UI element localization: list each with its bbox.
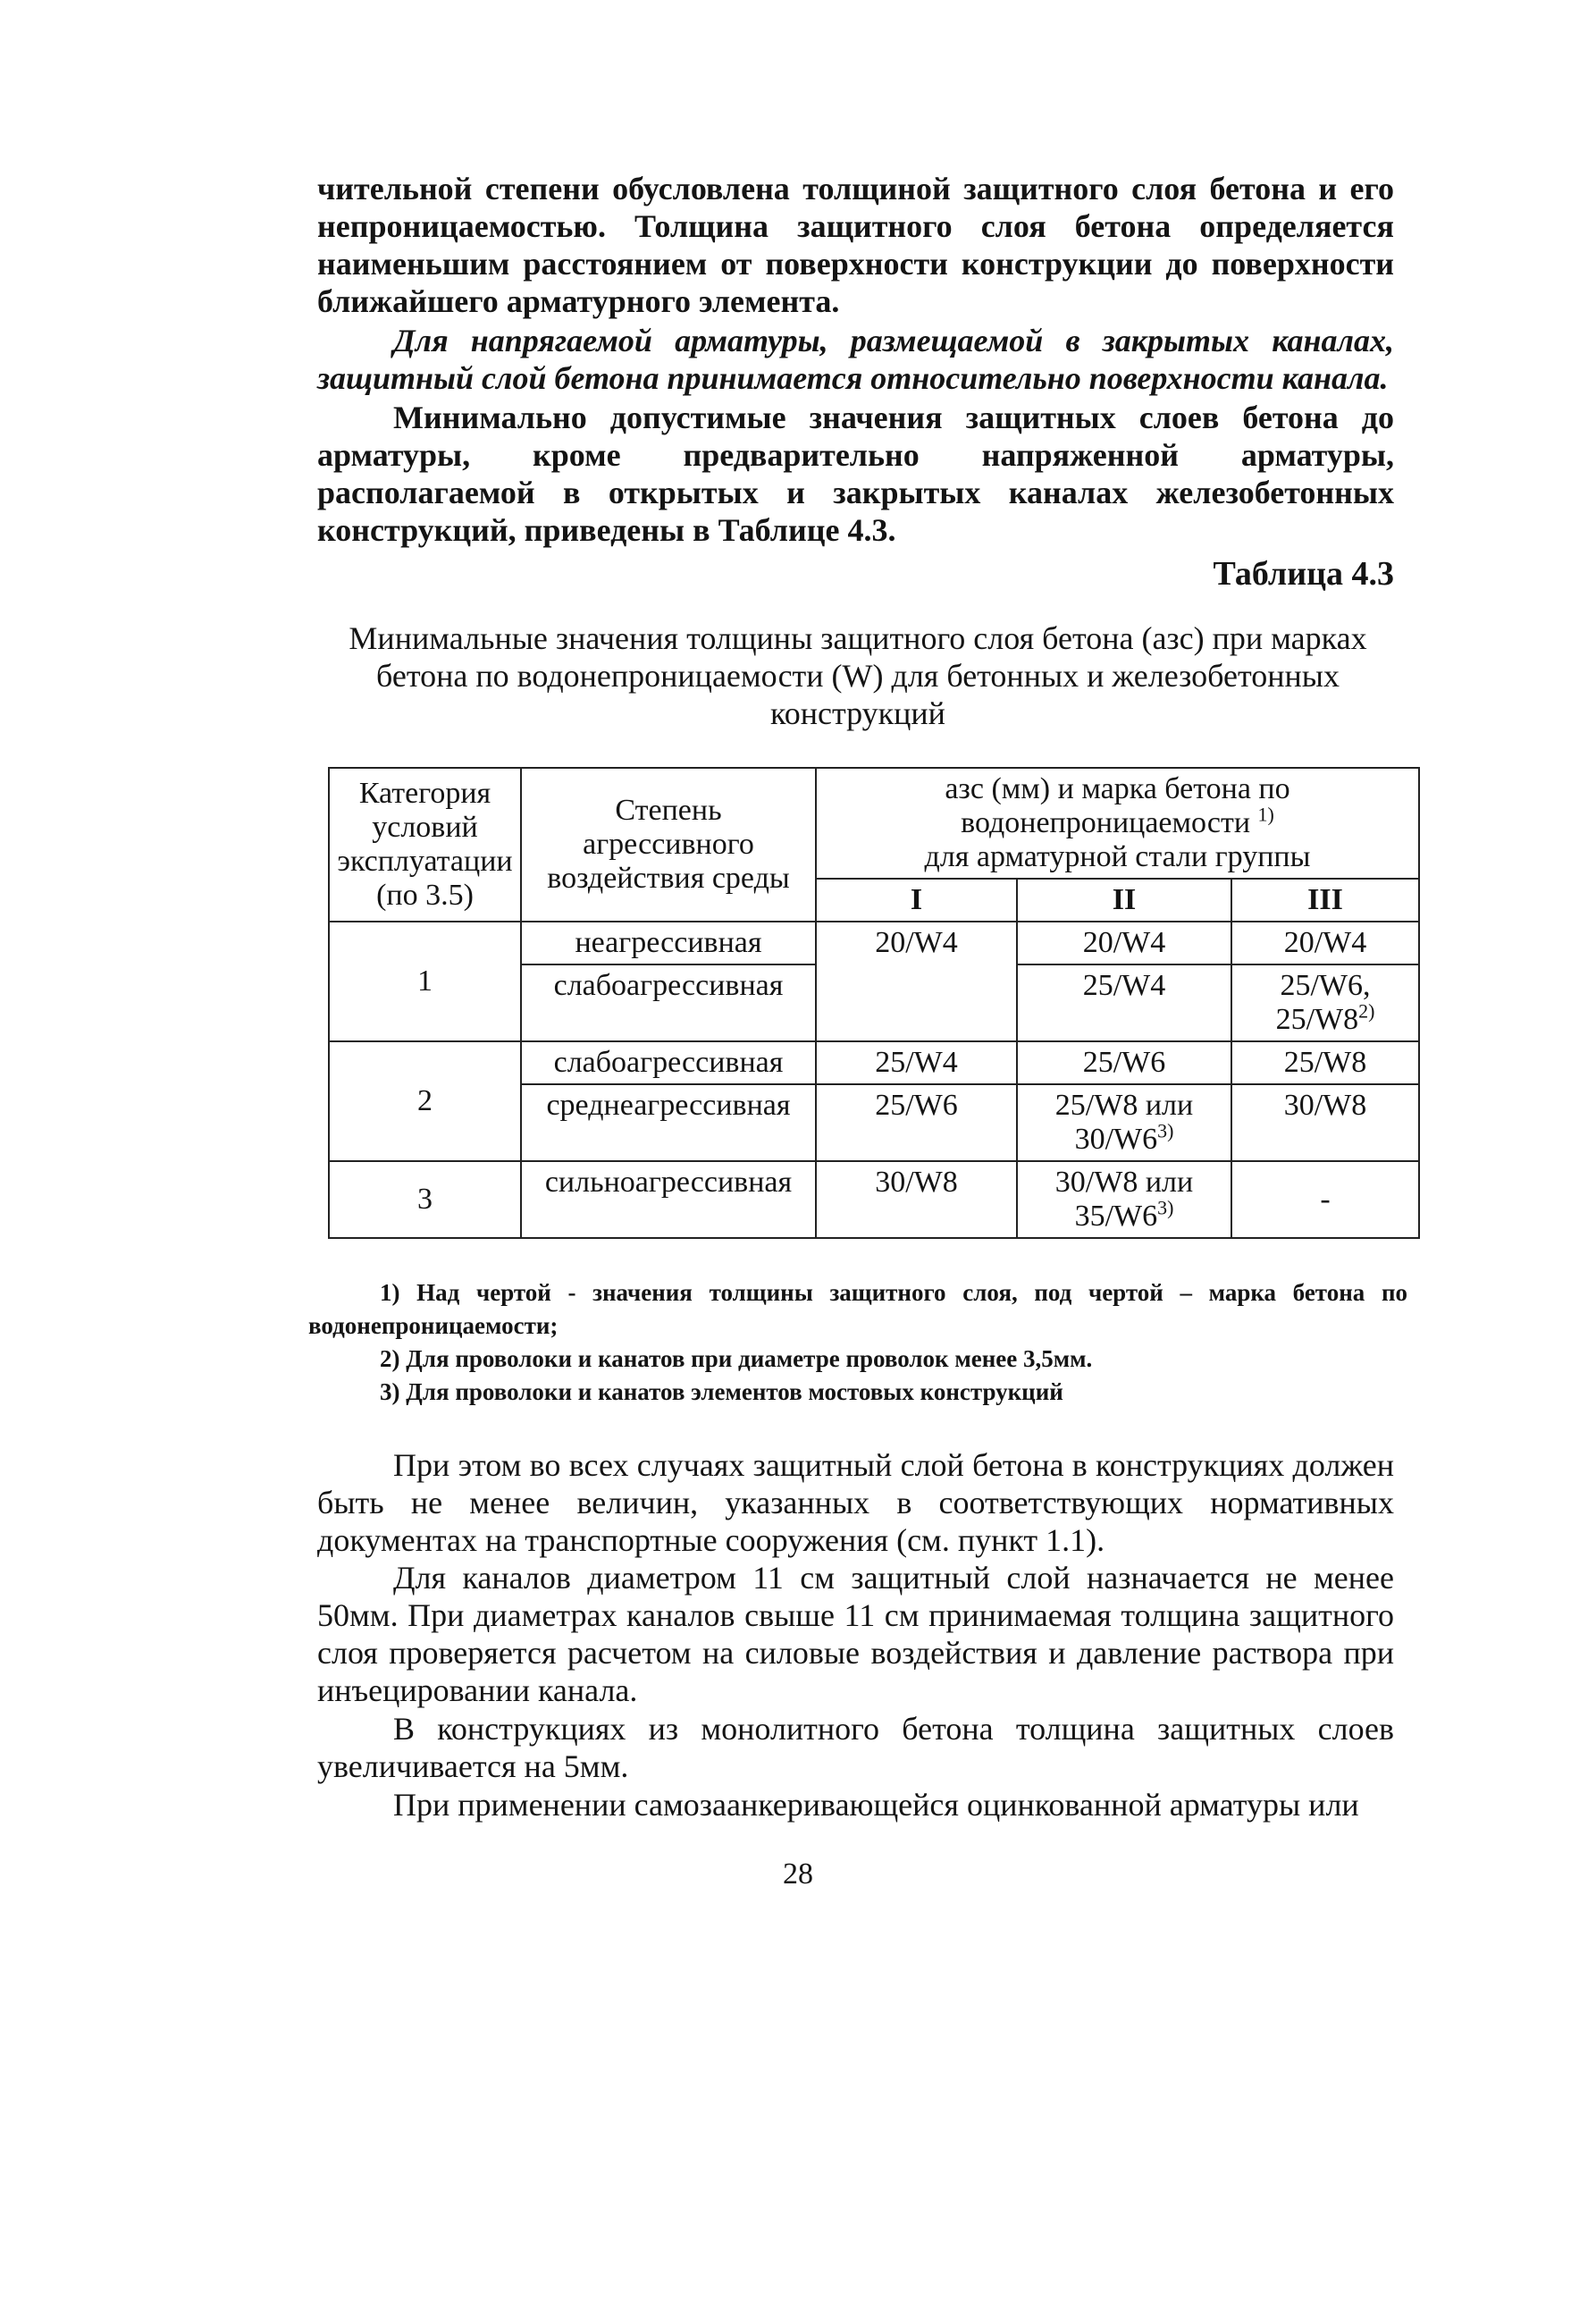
header-aggressiveness: Степень агрессивного воздействия среды [521,768,816,922]
header-group-I: I [816,879,1017,922]
table-footnotes [308,1276,1407,1409]
cover-thickness-table [328,767,1420,1239]
medium-cell: неагрессивная [521,922,816,964]
value-cell: 20/W4 [1017,922,1231,964]
table-row [329,922,1419,964]
footnote-ref-2: 2) [1358,999,1375,1023]
paragraph-galvanized-reinforcement: При применении самозаанкеривающейся оцинкованной арматуры или [393,1787,1359,1823]
value-cell: 30/W8 [1231,1084,1419,1161]
page-number: 28 [783,1857,813,1891]
paragraph-continuation: чительной степени обусловлена толщиной защитного слоя бетона и его непроницаемостью. Толщина защитного слоя бетона определяется наименьшим расстоянием от поверхности конструкции до поверхности ближайшего арматурного элемента. [317,171,1394,319]
table-header-row [329,768,1419,879]
footnote-ref-1: 1) [1257,803,1274,826]
table-row [329,1041,1419,1084]
value-text: 25/W8 или 30/W6 [1054,1089,1194,1156]
paragraph-italic-text: Для напрягаемой арматуры, размещаемой в закрытых каналах, защитный слой бетона принимается относительно поверхности канала. [317,323,1394,396]
paragraph-minimum-cover [317,399,1394,549]
value-cell: - [1231,1161,1419,1238]
value-cell [1017,1084,1231,1161]
footnote-3: 3) Для проволоки и канатов элементов мостовых конструкций [380,1378,1063,1405]
medium-cell: слабоагрессивная [521,964,816,1041]
header-cover-and-grade [816,768,1419,879]
value-cell: 25/W4 [1017,964,1231,1041]
category-cell: 2 [329,1041,521,1161]
value-cell: 25/W6 [816,1084,1017,1161]
value-cell [1231,964,1419,1041]
value-cell: 25/W6 [1017,1041,1231,1084]
value-cell [1017,1161,1231,1238]
paragraph-prestressed-reinforcement [317,322,1394,397]
footnote-1: 1) Над чертой - значения толщины защитного слоя, под чертой – марка бетона по водонепроницаемости; [308,1279,1407,1339]
header-steel-group: для арматурной стали группы [924,840,1311,873]
value-text: 30/W8 или 35/W6 [1054,1166,1194,1233]
value-cell: 25/W8 [1231,1041,1419,1084]
value-cell: 20/W4 [1231,922,1419,964]
table-title: Минимальные значения толщины защитного слоя бетона (aзс) при марках бетона по водонепроницаемости (W) для бетонных и железобетонных конструкций [349,620,1367,731]
paragraph-monolithic-concrete: В конструкциях из монолитного бетона толщина защитных слоев увеличивается на 5мм. [317,1711,1394,1784]
header-operating-category: Категория условий эксплуатации (по 3.5) [329,768,521,922]
footnote-ref-3: 3) [1157,1196,1174,1219]
medium-cell: слабоагрессивная [521,1041,816,1084]
value-cell: 30/W8 [816,1161,1017,1238]
medium-cell: сильноагрессивная [521,1161,816,1238]
category-cell: 1 [329,922,521,1041]
footnote-ref-3: 3) [1157,1119,1174,1142]
table-label: Таблица 4.3 [1213,555,1394,593]
paragraph-channel-diameter: Для каналов диаметром 11 см защитный слой назначается не менее 50мм. При диаметрах каналов свыше 11 см принимаемая толщина защитного слоя проверяется расчетом на силовые воздействия и давление раствора при инъецировании канала. [317,1560,1394,1708]
table-reference: Таблице 4.3 [718,512,888,548]
header-group-II: II [1017,879,1231,922]
value-cell: 25/W4 [816,1041,1017,1084]
footnote-2: 2) Для проволоки и канатов при диаметре проволок менее 3,5мм. [380,1345,1093,1372]
category-cell: 3 [329,1161,521,1238]
paragraph-text: Минимально допустимые значения защитных слоев бетона до арматуры, кроме предварительно напряженной арматуры, располагаемой в открытых и закрытых каналах железобетонных конструкций, приведены в [317,400,1394,548]
paragraph-transport-structures: При этом во всех случаях защитный слой бетона в конструкциях должен быть не менее величин, указанных в соответствующих нормативных документах на транспортные сооружения (см. пункт 1.1). [317,1447,1394,1558]
value-text: 25/W6, 25/W8 [1275,969,1371,1036]
header-cover-text: aзс (мм) и марка бетона по водонепроницаемости [945,772,1290,839]
medium-cell: среднеагрессивная [521,1084,816,1161]
table-row [329,1161,1419,1238]
header-group-III: III [1231,879,1419,922]
paragraph-end: . [887,512,896,548]
value-cell: 20/W4 [816,922,1017,1041]
